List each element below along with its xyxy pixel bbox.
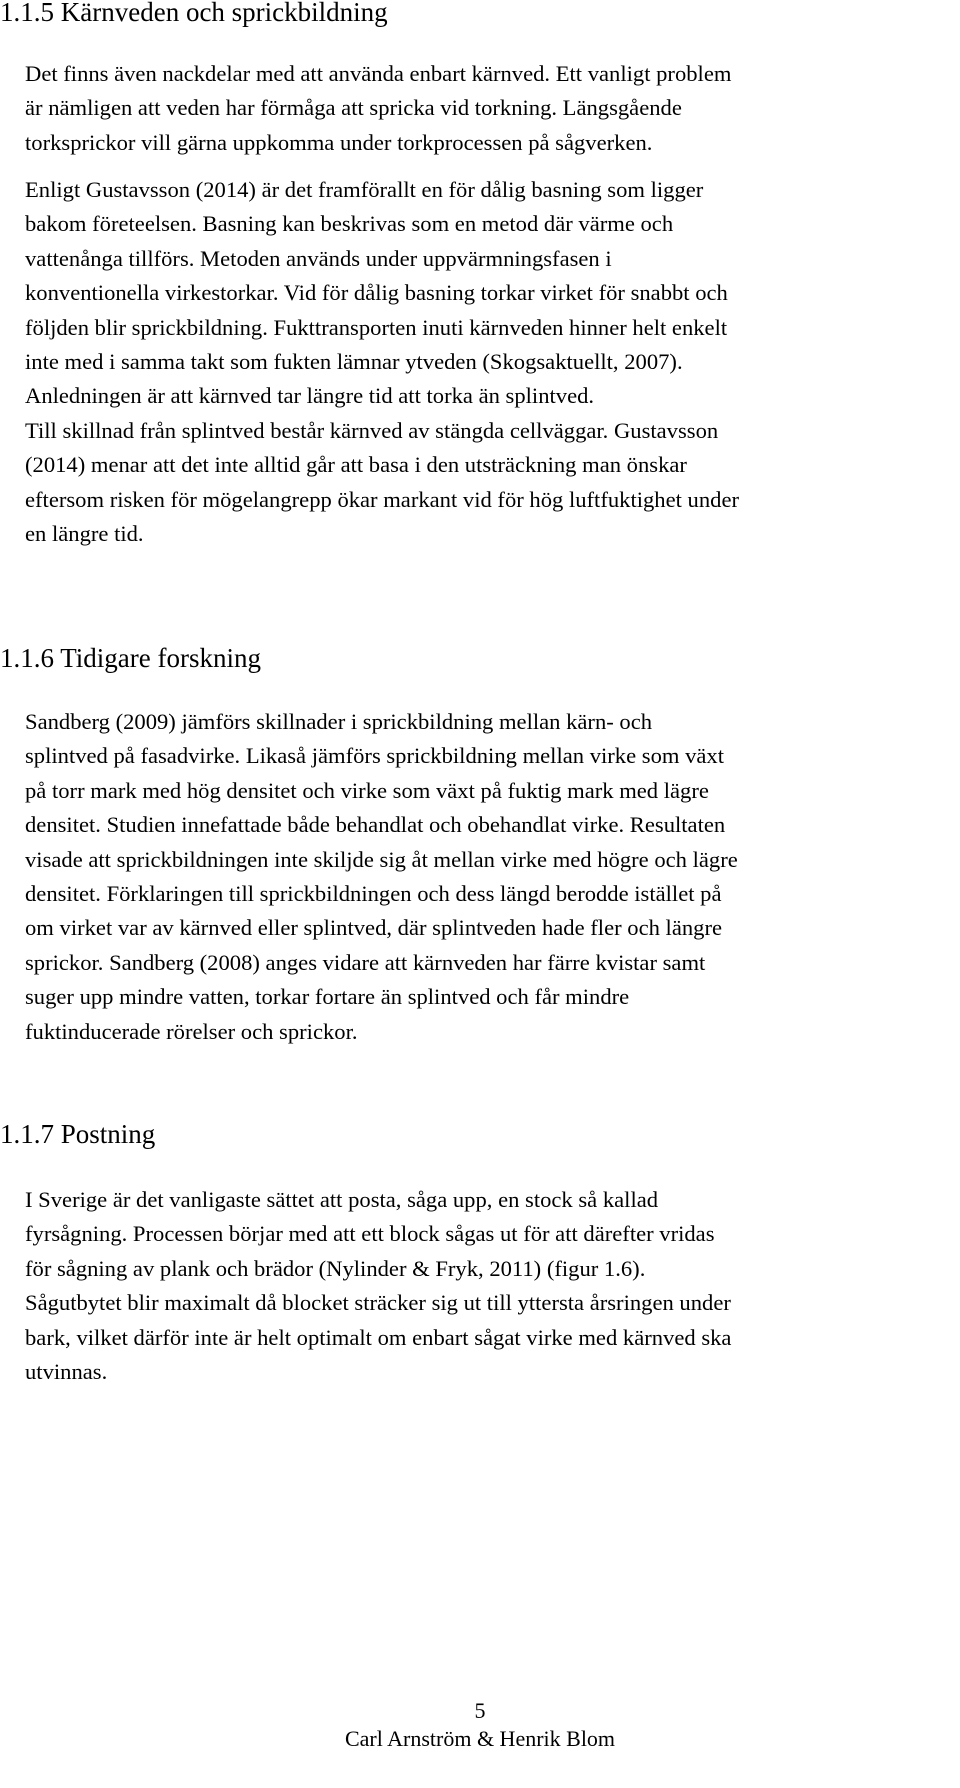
text-line: suger upp mindre vatten, torkar fortare än splintved och får mindre: [25, 984, 630, 1010]
footer-authors: Carl Arnström & Henrik Blom: [344, 1726, 616, 1751]
paragraph: [25, 1183, 945, 1389]
text-line: om virket var av kärnved eller splintved, där splintveden hade fler och längre: [25, 915, 723, 941]
text-line: är nämligen att veden har förmåga att spricka vid torkning. Längsgående: [25, 95, 682, 121]
text-line: fyrsågning. Processen börjar med att ett block sågas ut för att därefter vridas: [25, 1221, 715, 1247]
text-line: Till skillnad från splintved består kärnved av stängda cellväggar. Gustavsson: [25, 417, 719, 443]
text-line: (2014) menar att det inte alltid går att basa i den utsträckning man önskar: [25, 452, 687, 478]
text-line: sprickor. Sandberg (2008) anges vidare att kärnveden har färre kvistar samt: [25, 949, 706, 975]
text-line: vattenånga tillförs. Metoden används under uppvärmningsfasen i: [25, 245, 612, 271]
paragraph: [25, 173, 945, 551]
text-line: konventionella virkestorkar. Vid för dålig basning torkar virket för snabbt och: [25, 280, 728, 306]
page-number: 5: [474, 1698, 486, 1723]
text-line: densitet. Studien innefattade både behandlat och obehandlat virke. Resultaten: [25, 812, 726, 838]
text-line: utvinnas.: [25, 1359, 108, 1385]
section-heading: 1.1.7 Postning: [0, 1119, 156, 1149]
text-line: splintved på fasadvirke. Likaså jämförs sprickbildning mellan virke som växt: [25, 743, 724, 769]
text-line: inte med i samma takt som fukten lämnar ytveden (Skogsaktuellt, 2007).: [25, 349, 683, 375]
text-line: bark, vilket därför inte är helt optimalt om enbart sågat virke med kärnved ska: [25, 1324, 732, 1350]
text-line: på torr mark med hög densitet och virke som växt på fuktig mark med lägre: [25, 777, 709, 803]
text-line: en längre tid.: [25, 521, 144, 547]
text-line: Sandberg (2009) jämförs skillnader i sprickbildning mellan kärn- och: [25, 709, 653, 734]
text-line: bakom företeelsen. Basning kan beskrivas som en metod där värme och: [25, 211, 674, 237]
text-line: följden blir sprickbildning. Fukttransporten inuti kärnveden hinner helt enkelt: [25, 314, 728, 340]
text-line: Enligt Gustavsson (2014) är det framförallt en för dålig basning som ligger: [25, 177, 704, 202]
text-line: fuktinducerade rörelser och sprickor.: [25, 1018, 358, 1044]
text-line: eftersom risken för mögelangrepp ökar markant vid för hög luftfuktighet under: [25, 486, 739, 512]
text-line: I Sverige är det vanligaste sättet att posta, såga upp, en stock så kallad: [25, 1187, 659, 1212]
text-line: Det finns även nackdelar med att använda enbart kärnved. Ett vanligt problem: [25, 61, 732, 86]
section-heading: 1.1.5 Kärnveden och sprickbildning: [0, 0, 388, 27]
text-line: densitet. Förklaringen till sprickbildningen och dess längd berodde istället på: [25, 881, 722, 907]
text-line: visade att sprickbildningen inte skiljde sig åt mellan virke med högre och lägre: [25, 846, 738, 872]
text-line: torksprickor vill gärna uppkomma under torkprocessen på sågverken.: [25, 129, 653, 155]
text-line: Anledningen är att kärnved tar längre tid att torka än splintved.: [25, 383, 595, 409]
paragraph: [25, 57, 945, 160]
section-heading: 1.1.6 Tidigare forskning: [0, 643, 262, 673]
paragraph: [25, 705, 945, 1049]
text-line: Sågutbytet blir maximalt då blocket sträcker sig ut till yttersta årsringen under: [25, 1290, 731, 1316]
text-line: för sågning av plank och brädor (Nylinder & Fryk, 2011) (figur 1.6).: [25, 1255, 646, 1281]
